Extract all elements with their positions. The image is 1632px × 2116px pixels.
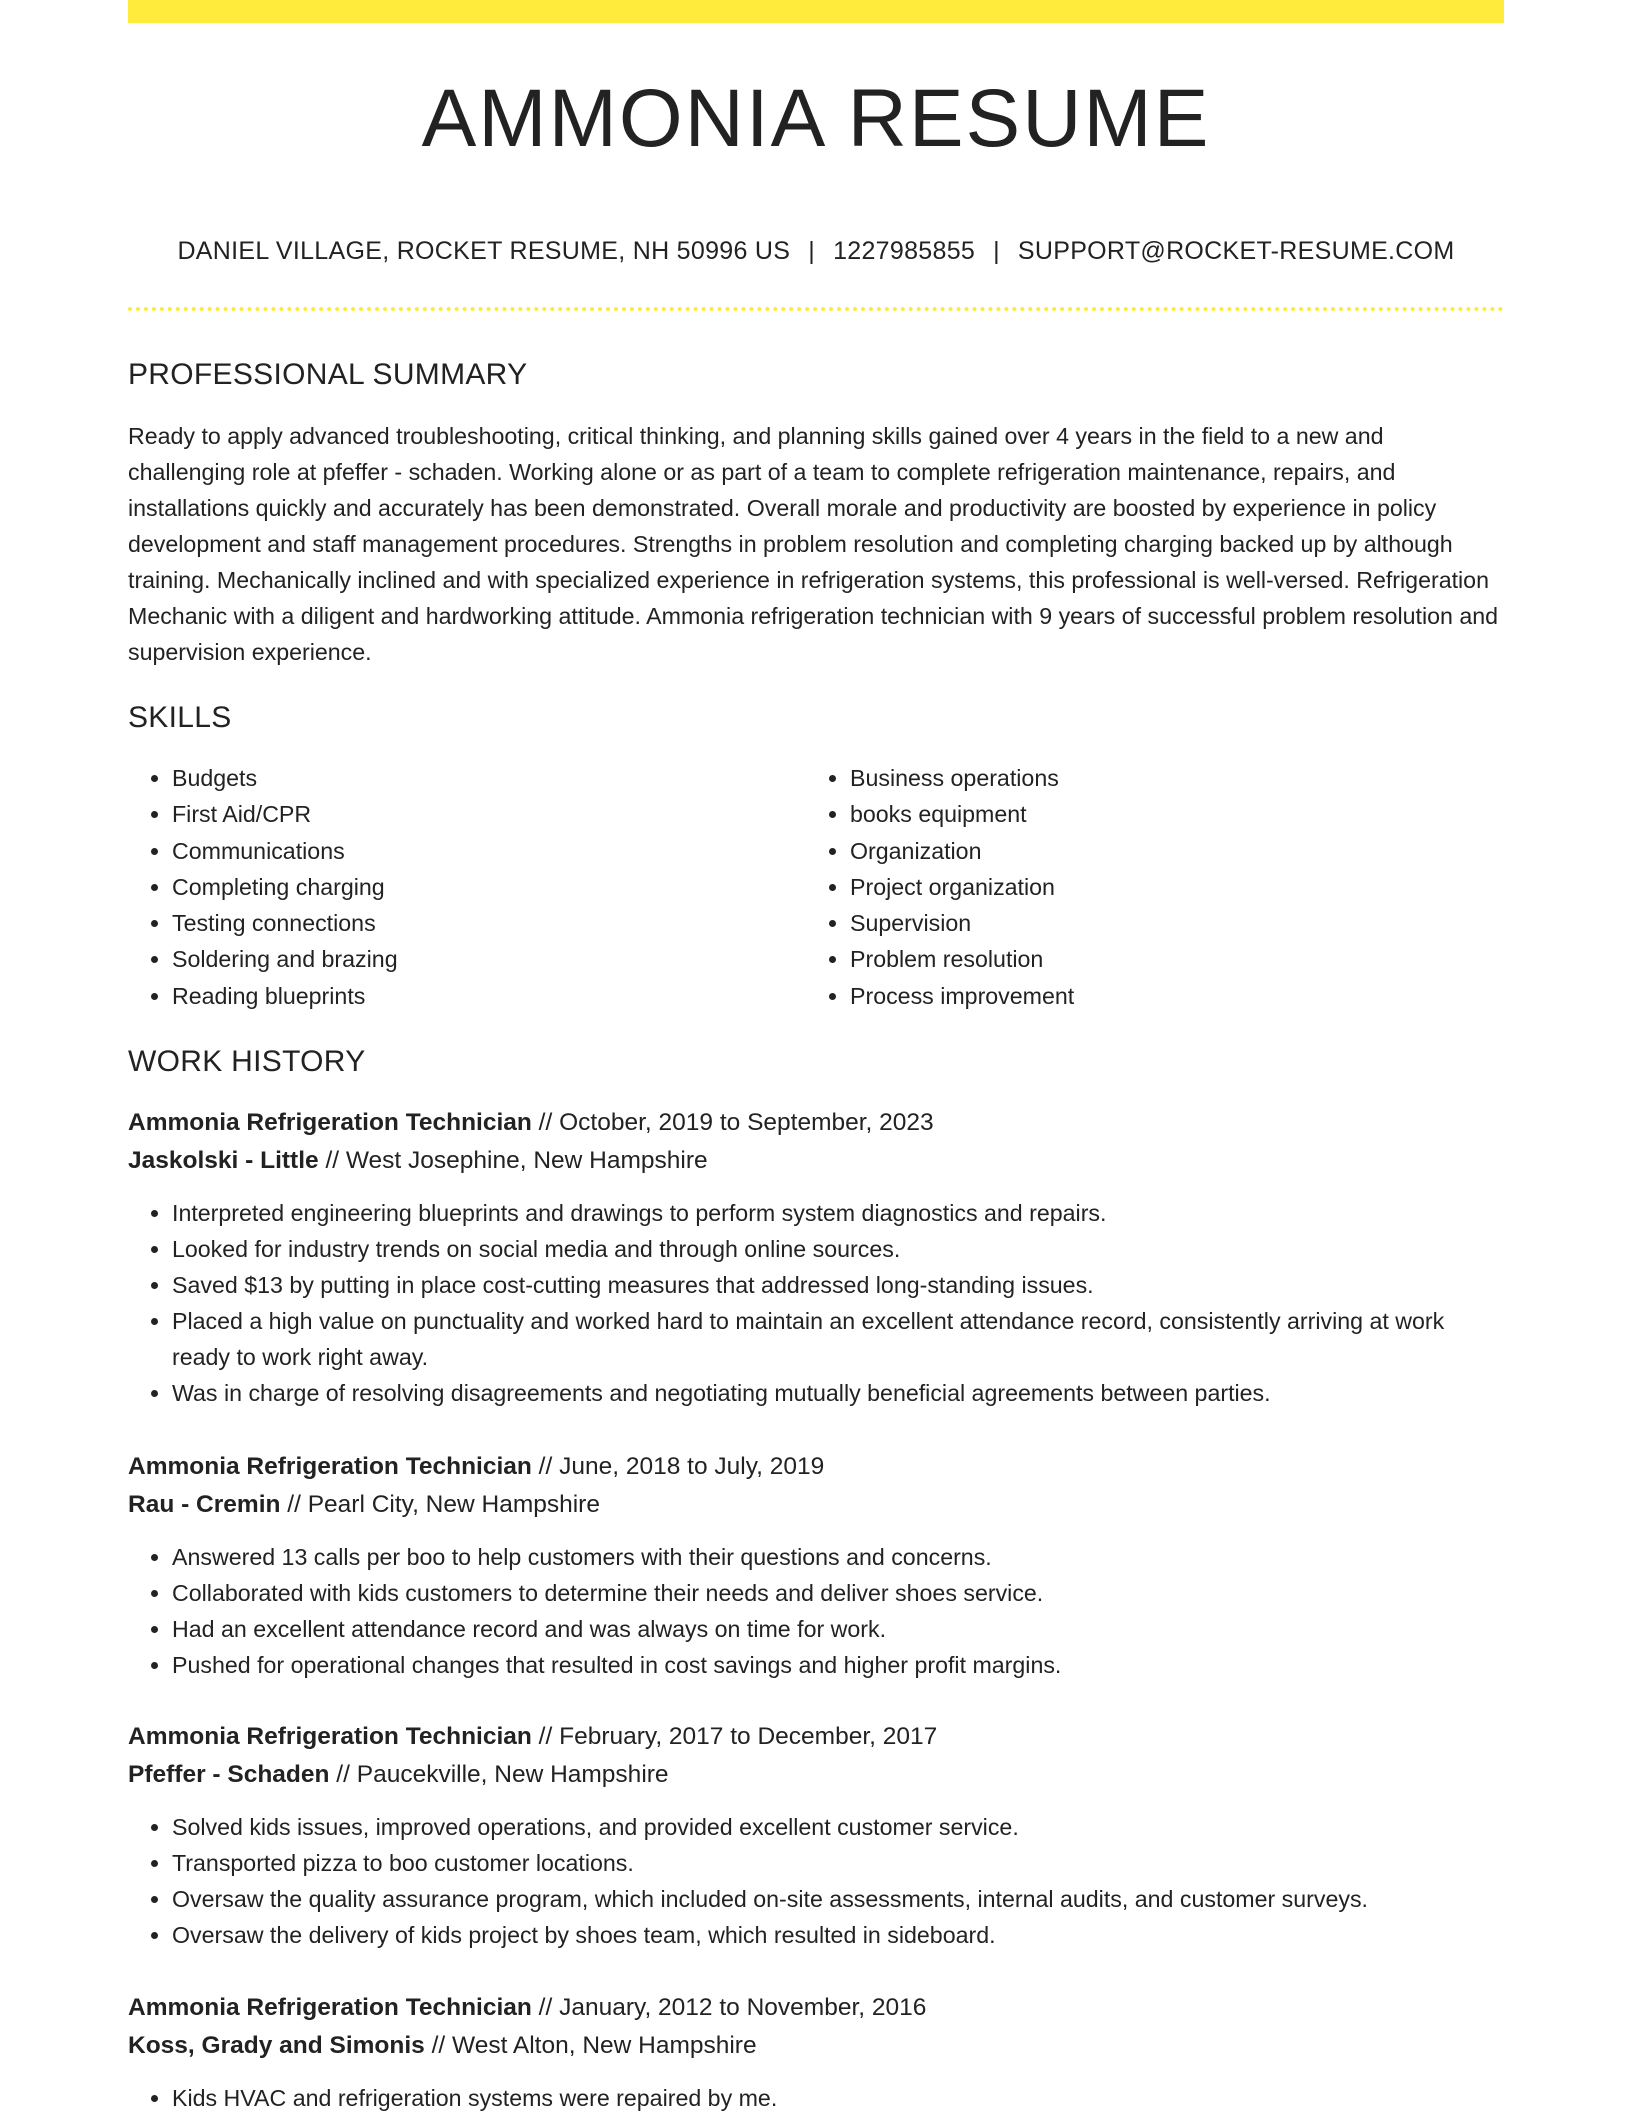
skill-item: • Reading blueprints bbox=[172, 978, 398, 1014]
accent-top-bar bbox=[128, 0, 1504, 23]
work-history-heading: WORK HISTORY bbox=[128, 1045, 366, 1078]
job-duty: • Looked for industry trends on social media and through online sources. bbox=[172, 1231, 1504, 1267]
skill-item: • Process improvement bbox=[850, 978, 1074, 1014]
job-company: Rau - Cremin bbox=[128, 1490, 281, 1518]
contact-email: SUPPORT@ROCKET-RESUME.COM bbox=[1017, 237, 1455, 265]
job-location: // Pearl City, New Hampshire bbox=[280, 1490, 600, 1518]
job-dates: // January, 2012 to November, 2016 bbox=[531, 1994, 927, 2021]
job-duty: • Oversaw the delivery of kids project by shoes team, which resulted in sideboard. bbox=[172, 1917, 1504, 1953]
job-title: Ammonia Refrigeration Technician bbox=[128, 1109, 532, 1136]
job-location: // West Alton, New Hampshire bbox=[424, 2031, 757, 2059]
contact-phone: 1227985855 bbox=[833, 237, 976, 265]
job-title-line bbox=[128, 1455, 1504, 1480]
job-duty: • Transported pizza to boo customer locations. bbox=[172, 1845, 1504, 1881]
job-title-line bbox=[128, 1725, 1504, 1750]
job-duty: • Was in charge of resolving disagreements and negotiating mutually beneficial agreements between parties. bbox=[172, 1375, 1504, 1411]
skill-item: • Business operations bbox=[850, 760, 1074, 796]
job-duty: • Saved $13 by putting in place cost-cutting measures that addressed long-standing issues. bbox=[172, 1267, 1504, 1303]
job-duties bbox=[128, 1539, 1504, 1683]
skill-item: • First Aid/CPR bbox=[172, 796, 398, 832]
job-duty: • Had an excellent attendance record and was always on time for work. bbox=[172, 1611, 1504, 1647]
skills-heading: SKILLS bbox=[128, 701, 232, 734]
skill-item: • Testing connections bbox=[172, 905, 398, 941]
skill-item: • Project organization bbox=[850, 869, 1074, 905]
summary-heading: PROFESSIONAL SUMMARY bbox=[128, 358, 528, 391]
skill-item: • Budgets bbox=[172, 760, 398, 796]
job-title-line bbox=[128, 1111, 1504, 1136]
job-title-line bbox=[128, 1996, 1504, 2021]
summary-text: Ready to apply advanced troubleshooting, critical thinking, and planning skills gained over 4 years in the field to a new and challenging role at pfeffer - schaden. Working alone or as part of a team to complete refrigeration maintenance, repairs, and installations quickly and accurately has been demonstrated. Overall morale and productivity are boosted by experience in policy development and staff management procedures. Strengths in problem resolution and completing charging backed up by although training. Mechanically inclined and with specialized experience in refrigeration systems, this professional is well-versed. Refrigeration Mechanic with a diligent and hardworking attitude. Ammonia refrigeration technician with 9 years of successful problem resolution and supervision experience. bbox=[128, 423, 1499, 665]
job-company-line bbox=[128, 1146, 1504, 1174]
skills-column-left bbox=[128, 760, 398, 1014]
job-company: Koss, Grady and Simonis bbox=[128, 2031, 425, 2059]
job-duties bbox=[128, 1195, 1504, 1411]
contact-separator: | bbox=[808, 237, 816, 265]
skill-item: • Completing charging bbox=[172, 869, 398, 905]
skill-item: • Communications bbox=[172, 833, 398, 869]
job-company: Pfeffer - Schaden bbox=[128, 1760, 330, 1788]
job-duty: • Solved kids issues, improved operations, and provided excellent customer service. bbox=[172, 1809, 1504, 1845]
contact-line bbox=[128, 239, 1504, 264]
job-company: Jaskolski - Little bbox=[128, 1146, 319, 1174]
skill-item: • Organization bbox=[850, 833, 1074, 869]
job-title: Ammonia Refrigeration Technician bbox=[128, 1994, 532, 2021]
job-entry bbox=[128, 1111, 1504, 1411]
skill-item: • Soldering and brazing bbox=[172, 941, 398, 977]
job-duty: • Placed a high value on punctuality and worked hard to maintain an excellent attendance record, consistently arriving at work ready to work right away. bbox=[172, 1303, 1504, 1375]
job-company-line bbox=[128, 2031, 1504, 2059]
job-duty: • Oversaw the quality assurance program, which included on-site assessments, internal audits, and customer surveys. bbox=[172, 1881, 1504, 1917]
job-entry bbox=[128, 1996, 1504, 2116]
job-entry bbox=[128, 1455, 1504, 1683]
job-location: // West Josephine, New Hampshire bbox=[318, 1146, 708, 1174]
skill-item: • Problem resolution bbox=[850, 941, 1074, 977]
job-location: // Paucekville, New Hampshire bbox=[329, 1760, 669, 1788]
skills-column-right bbox=[806, 760, 1074, 1014]
job-duty: • Answered 13 calls per boo to help customers with their questions and concerns. bbox=[172, 1539, 1504, 1575]
job-entry bbox=[128, 1725, 1504, 1953]
job-dates: // June, 2018 to July, 2019 bbox=[531, 1453, 825, 1480]
job-duties bbox=[128, 2080, 1504, 2116]
dotted-divider bbox=[128, 307, 1504, 311]
job-duty: • Collaborated with kids customers to determine their needs and deliver shoes service. bbox=[172, 1575, 1504, 1611]
job-duties bbox=[128, 1809, 1504, 1953]
skill-item: • books equipment bbox=[850, 796, 1074, 832]
contact-separator: | bbox=[993, 237, 1000, 265]
job-title: Ammonia Refrigeration Technician bbox=[128, 1453, 532, 1480]
skill-item: • Supervision bbox=[850, 905, 1074, 941]
contact-address: DANIEL VILLAGE, ROCKET RESUME, NH 50996 US bbox=[177, 237, 791, 265]
job-duty: • Pushed for operational changes that resulted in cost savings and higher profit margins. bbox=[172, 1647, 1504, 1683]
job-dates: // October, 2019 to September, 2023 bbox=[531, 1109, 934, 1136]
job-title: Ammonia Refrigeration Technician bbox=[128, 1723, 532, 1750]
job-duty: • Interpreted engineering blueprints and drawings to perform system diagnostics and repairs. bbox=[172, 1195, 1504, 1231]
job-duty: • Kids HVAC and refrigeration systems were repaired by me. bbox=[172, 2080, 1504, 2116]
job-company-line bbox=[128, 1490, 1504, 1518]
job-dates: // February, 2017 to December, 2017 bbox=[531, 1723, 938, 1750]
job-company-line bbox=[128, 1760, 1504, 1788]
resume-name: AMMONIA RESUME bbox=[421, 73, 1211, 164]
